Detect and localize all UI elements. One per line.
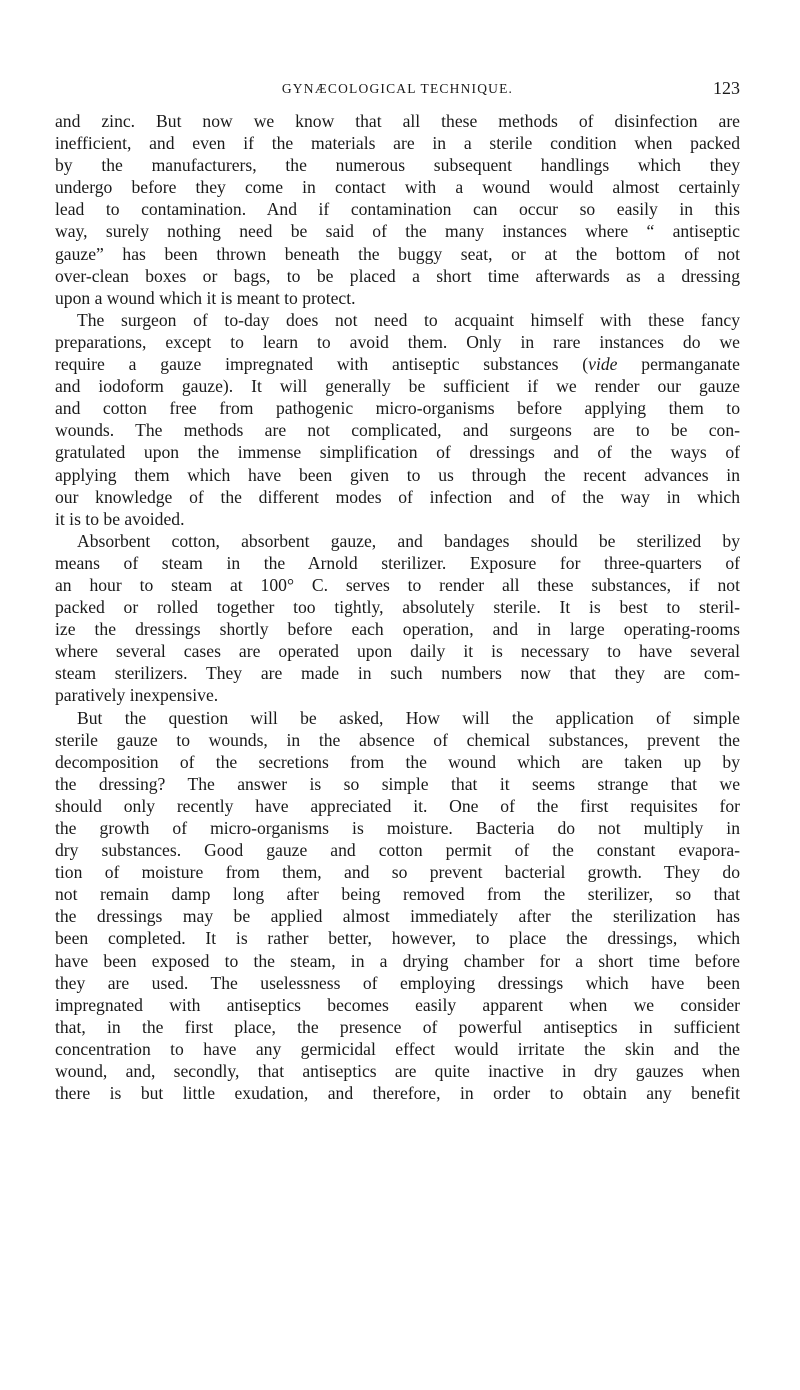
running-head	[55, 78, 740, 102]
text-line: should only recently have appreciated it. One of the first requisites for	[55, 795, 740, 816]
text-line: paratively inexpensive.	[55, 685, 219, 706]
text-line: applying them which have been given to us through the recent advances in	[55, 464, 740, 485]
text-line: gratulated upon the immense simplification of dressings and of the ways of	[55, 442, 740, 463]
text-line: it is to be avoided.	[55, 508, 185, 529]
text-line: But the question will be asked, How will the application of simple	[77, 707, 740, 728]
text-line: been completed. It is rather better, however, to place the dressings, which	[55, 928, 740, 949]
text-line: our knowledge of the different modes of infection and of the way in which	[55, 486, 740, 507]
text-line	[55, 353, 740, 375]
text-line: the growth of micro-organisms is moisture. Bacteria do not multiply in	[55, 818, 740, 838]
text-line: packed or rolled together too tightly, absolutely sterile. It is best to steril-	[55, 597, 740, 618]
body-text	[55, 110, 740, 1104]
text-line: impregnated with antiseptics becomes easily apparent when we consider	[55, 994, 740, 1015]
text-line: means of steam in the Arnold sterilizer. Exposure for three-quarters of	[55, 552, 740, 573]
text-line: not remain damp long after being removed from the sterilizer, so that	[55, 884, 740, 905]
italic-term: vide	[588, 354, 618, 375]
text-line: gauze” has been thrown beneath the buggy seat, or at the bottom of not	[55, 243, 740, 264]
text-line: the dressings may be applied almost immediately after the sterilization has	[55, 906, 740, 927]
text-line: preparations, except to learn to avoid them. Only in rare instances do we	[55, 331, 740, 352]
text-line: way, surely nothing need be said of the many instances where “ antiseptic	[55, 221, 740, 242]
text-line: inefficient, and even if the materials are in a sterile condition when packed	[55, 133, 740, 154]
text-line: dry substances. Good gauze and cotton permit of the constant evapora-	[55, 840, 740, 861]
text-line: by the manufacturers, the numerous subsequent handlings which they	[55, 155, 740, 176]
text-line: wounds. The methods are not complicated, and surgeons are to be con-	[55, 420, 740, 441]
text-line: and cotton free from pathogenic micro-organisms before applying them to	[55, 398, 740, 419]
text-line: sterile gauze to wounds, in the absence of chemical substances, prevent the	[55, 729, 740, 750]
text-line: The surgeon of to-day does not need to acquaint himself with these fancy	[77, 309, 740, 330]
text-line: they are used. The uselessness of employing dressings which have been	[55, 972, 740, 993]
text-line: lead to contamination. And if contamination can occur so easily in this	[55, 199, 740, 220]
text-line: tion of moisture from them, and so prevent bacterial growth. They do	[55, 862, 740, 883]
text-line: Absorbent cotton, absorbent gauze, and bandages should be sterilized by	[77, 530, 740, 551]
page-number: 123	[713, 78, 740, 98]
text-line: that, in the first place, the presence of powerful antiseptics in sufficient	[55, 1016, 740, 1037]
text-line: undergo before they come in contact with a wound would almost certainly	[55, 177, 740, 198]
text-line: where several cases are operated upon daily it is necessary to have several	[55, 641, 740, 662]
text-line: steam sterilizers. They are made in such numbers now that they are com-	[55, 663, 740, 684]
text-line: upon a wound which it is meant to protect.	[55, 287, 356, 308]
text-line: there is but little exudation, and therefore, in order to obtain any benefit	[55, 1083, 740, 1104]
text-line: and zinc. But now we know that all these methods of disinfection are	[55, 111, 740, 131]
text-line: over-clean boxes or bags, to be placed a short time afterwards as a dressing	[55, 265, 740, 286]
text-line: an hour to steam at 100° C. serves to render all these substances, if not	[55, 574, 740, 595]
text-line: ize the dressings shortly before each operation, and in large operating-rooms	[55, 619, 740, 640]
text-line: wound, and, secondly, that antiseptics are quite inactive in dry gauzes when	[55, 1061, 740, 1082]
text-line: decomposition of the secretions from the wound which are taken up by	[55, 751, 740, 772]
text-line: and iodoform gauze). It will generally be sufficient if we render our gauze	[55, 376, 740, 397]
text-segment: require a gauze impregnated with antiseptic substances (	[55, 354, 589, 375]
text-line: have been exposed to the steam, in a drying chamber for a short time before	[55, 950, 740, 971]
text-segment: permanganate	[617, 354, 740, 375]
running-title: GYNÆCOLOGICAL TECHNIQUE.	[281, 81, 514, 96]
text-line: the dressing? The answer is so simple that it seems strange that we	[55, 773, 740, 794]
text-line: concentration to have any germicidal effect would irritate the skin and the	[55, 1038, 740, 1059]
